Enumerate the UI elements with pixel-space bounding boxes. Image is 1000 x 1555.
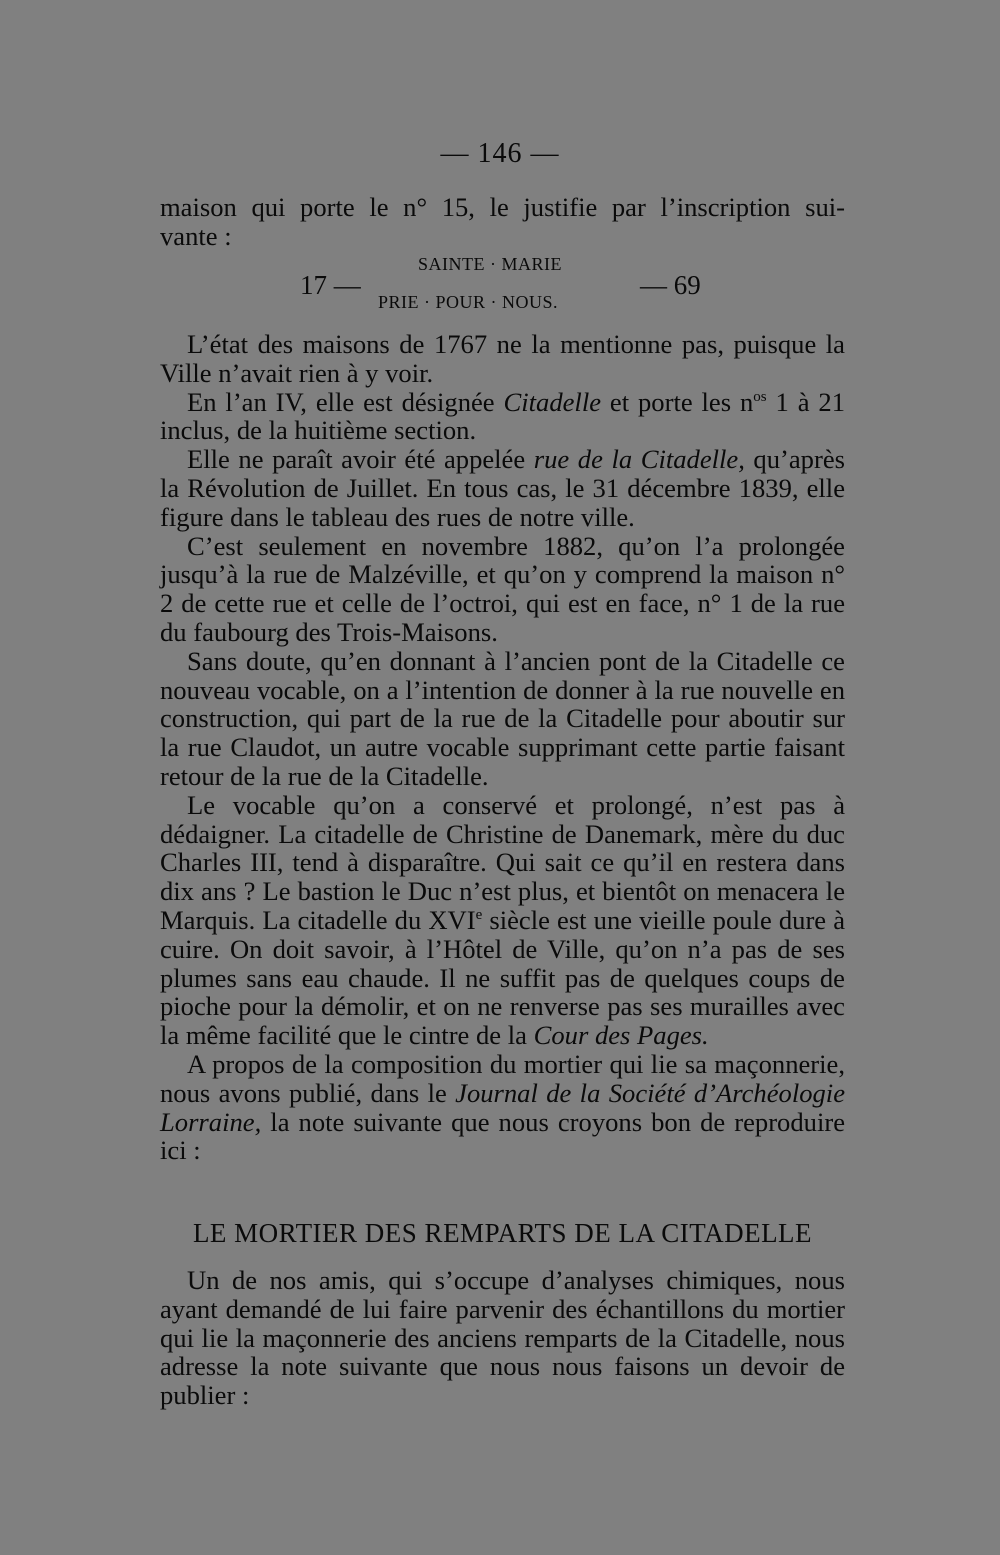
paragraph-2-italic: Citadelle <box>503 386 602 417</box>
body-text <box>160 330 845 1165</box>
inscription-year-right: — 69 <box>640 270 701 300</box>
inscription-line-2: PRIE · POUR · NOUS. <box>378 292 559 312</box>
intro-text <box>160 193 845 251</box>
paragraph-2-text: et porte les n <box>601 386 754 417</box>
paragraph-6-italic: Cour des Pages. <box>533 1020 709 1051</box>
paragraph-3-text: qu’après la Révolution de Juillet. En tous cas, le 31 décembre 1839, elle figure dans le tableau des rues de notre ville. <box>160 444 845 532</box>
final-paragraph: Un de nos amis, qui s’occupe d’analyses chimiques, nous ayant demandé de lui faire parvenir des échantillons du mortier qui lie la maçonnerie des anciens remparts de la Citadelle, nous adresse la note suivante que nous nous faisons un devoir de publier : <box>160 1265 845 1411</box>
paragraph-3-text: Elle ne paraît avoir été appelée <box>187 444 534 475</box>
paragraph-5: Sans doute, qu’en donnant à l’ancien pont de la Citadelle ce nouveau vocable, on a l’intention de donner à la rue nouvelle en construction, qui part de la rue de la Citadelle pour aboutir sur la rue Claudot, un autre vocable supprimant cette partie faisant retour de la rue de la Citadelle. <box>160 645 845 791</box>
paragraph-1: L’état des maisons de 1767 ne la mentionne pas, puisque la Ville n’avait rien à y voir. <box>160 329 845 388</box>
paragraph-2-superscript: os <box>753 388 767 405</box>
paragraph-6-text: siècle est une vieille poule dure à cuire. On doit savoir, à l’Hôtel de Ville, qu’on n’a pas de ses plumes sans eau chaude. Il ne suffit pas de quelques coups de pioche pour la démolir, et on ne renverse pas ses murailles avec la même facilité que le cintre de la <box>160 904 845 1051</box>
paragraph-6 <box>160 791 845 1050</box>
paragraph-7-italic: Journal de la Société d’Archéologie Lorraine, <box>160 1077 845 1137</box>
inscription-line-1: SAINTE · MARIE <box>418 254 562 274</box>
paragraph-7-text: A propos de la composition du mortier qui lie sa maçonnerie, nous avons publié, dans le <box>160 1048 845 1108</box>
paragraph-3 <box>160 445 845 531</box>
paragraph-2-text: 1 à 21 inclus, de la huitième section. <box>160 386 846 446</box>
inscription-year-left: 17 — <box>300 270 361 300</box>
paragraph-6-superscript: e <box>475 907 483 924</box>
paragraph-2-text: En l’an IV, elle est désignée <box>187 386 504 417</box>
paragraph-3-italic: rue de la Citadelle, <box>533 444 745 475</box>
intro-line-1: maison qui porte le n° 15, le justifie par l’inscription sui- <box>160 192 845 222</box>
paragraph-2 <box>160 388 845 446</box>
paragraph-7-text: la note suivante que nous croyons bon de reproduire ici : <box>160 1106 845 1166</box>
paragraph-6-text: Le vocable qu’on a conservé et prolongé, n’est pas à dédaigner. La citadelle de Christine de Danemark, mère du duc Charles III, tend à disparaître. Qui sait ce qu’il en restera dans dix ans ? Le bastion le Duc n’est plus, et bientôt on menacera le Marquis. La citadelle du XVI <box>160 789 845 935</box>
final-text <box>160 1266 845 1410</box>
paragraph-4: C’est seulement en novembre 1882, qu’on l’a prolongée jusqu’à la rue de Malzéville, et qu’on y comprend la maison n° 2 de cette rue et celle de l’octroi, qui est en face, n° 1 de la rue du faubourg des Trois-Maisons. <box>160 530 845 647</box>
inscription <box>160 252 845 322</box>
intro-line-2: vante : <box>160 220 232 251</box>
page-number: — 146 — <box>440 138 560 169</box>
paragraph-7 <box>160 1050 845 1165</box>
section-heading: LE MORTIER DES REMPARTS DE LA CITADELLE <box>192 1218 813 1248</box>
